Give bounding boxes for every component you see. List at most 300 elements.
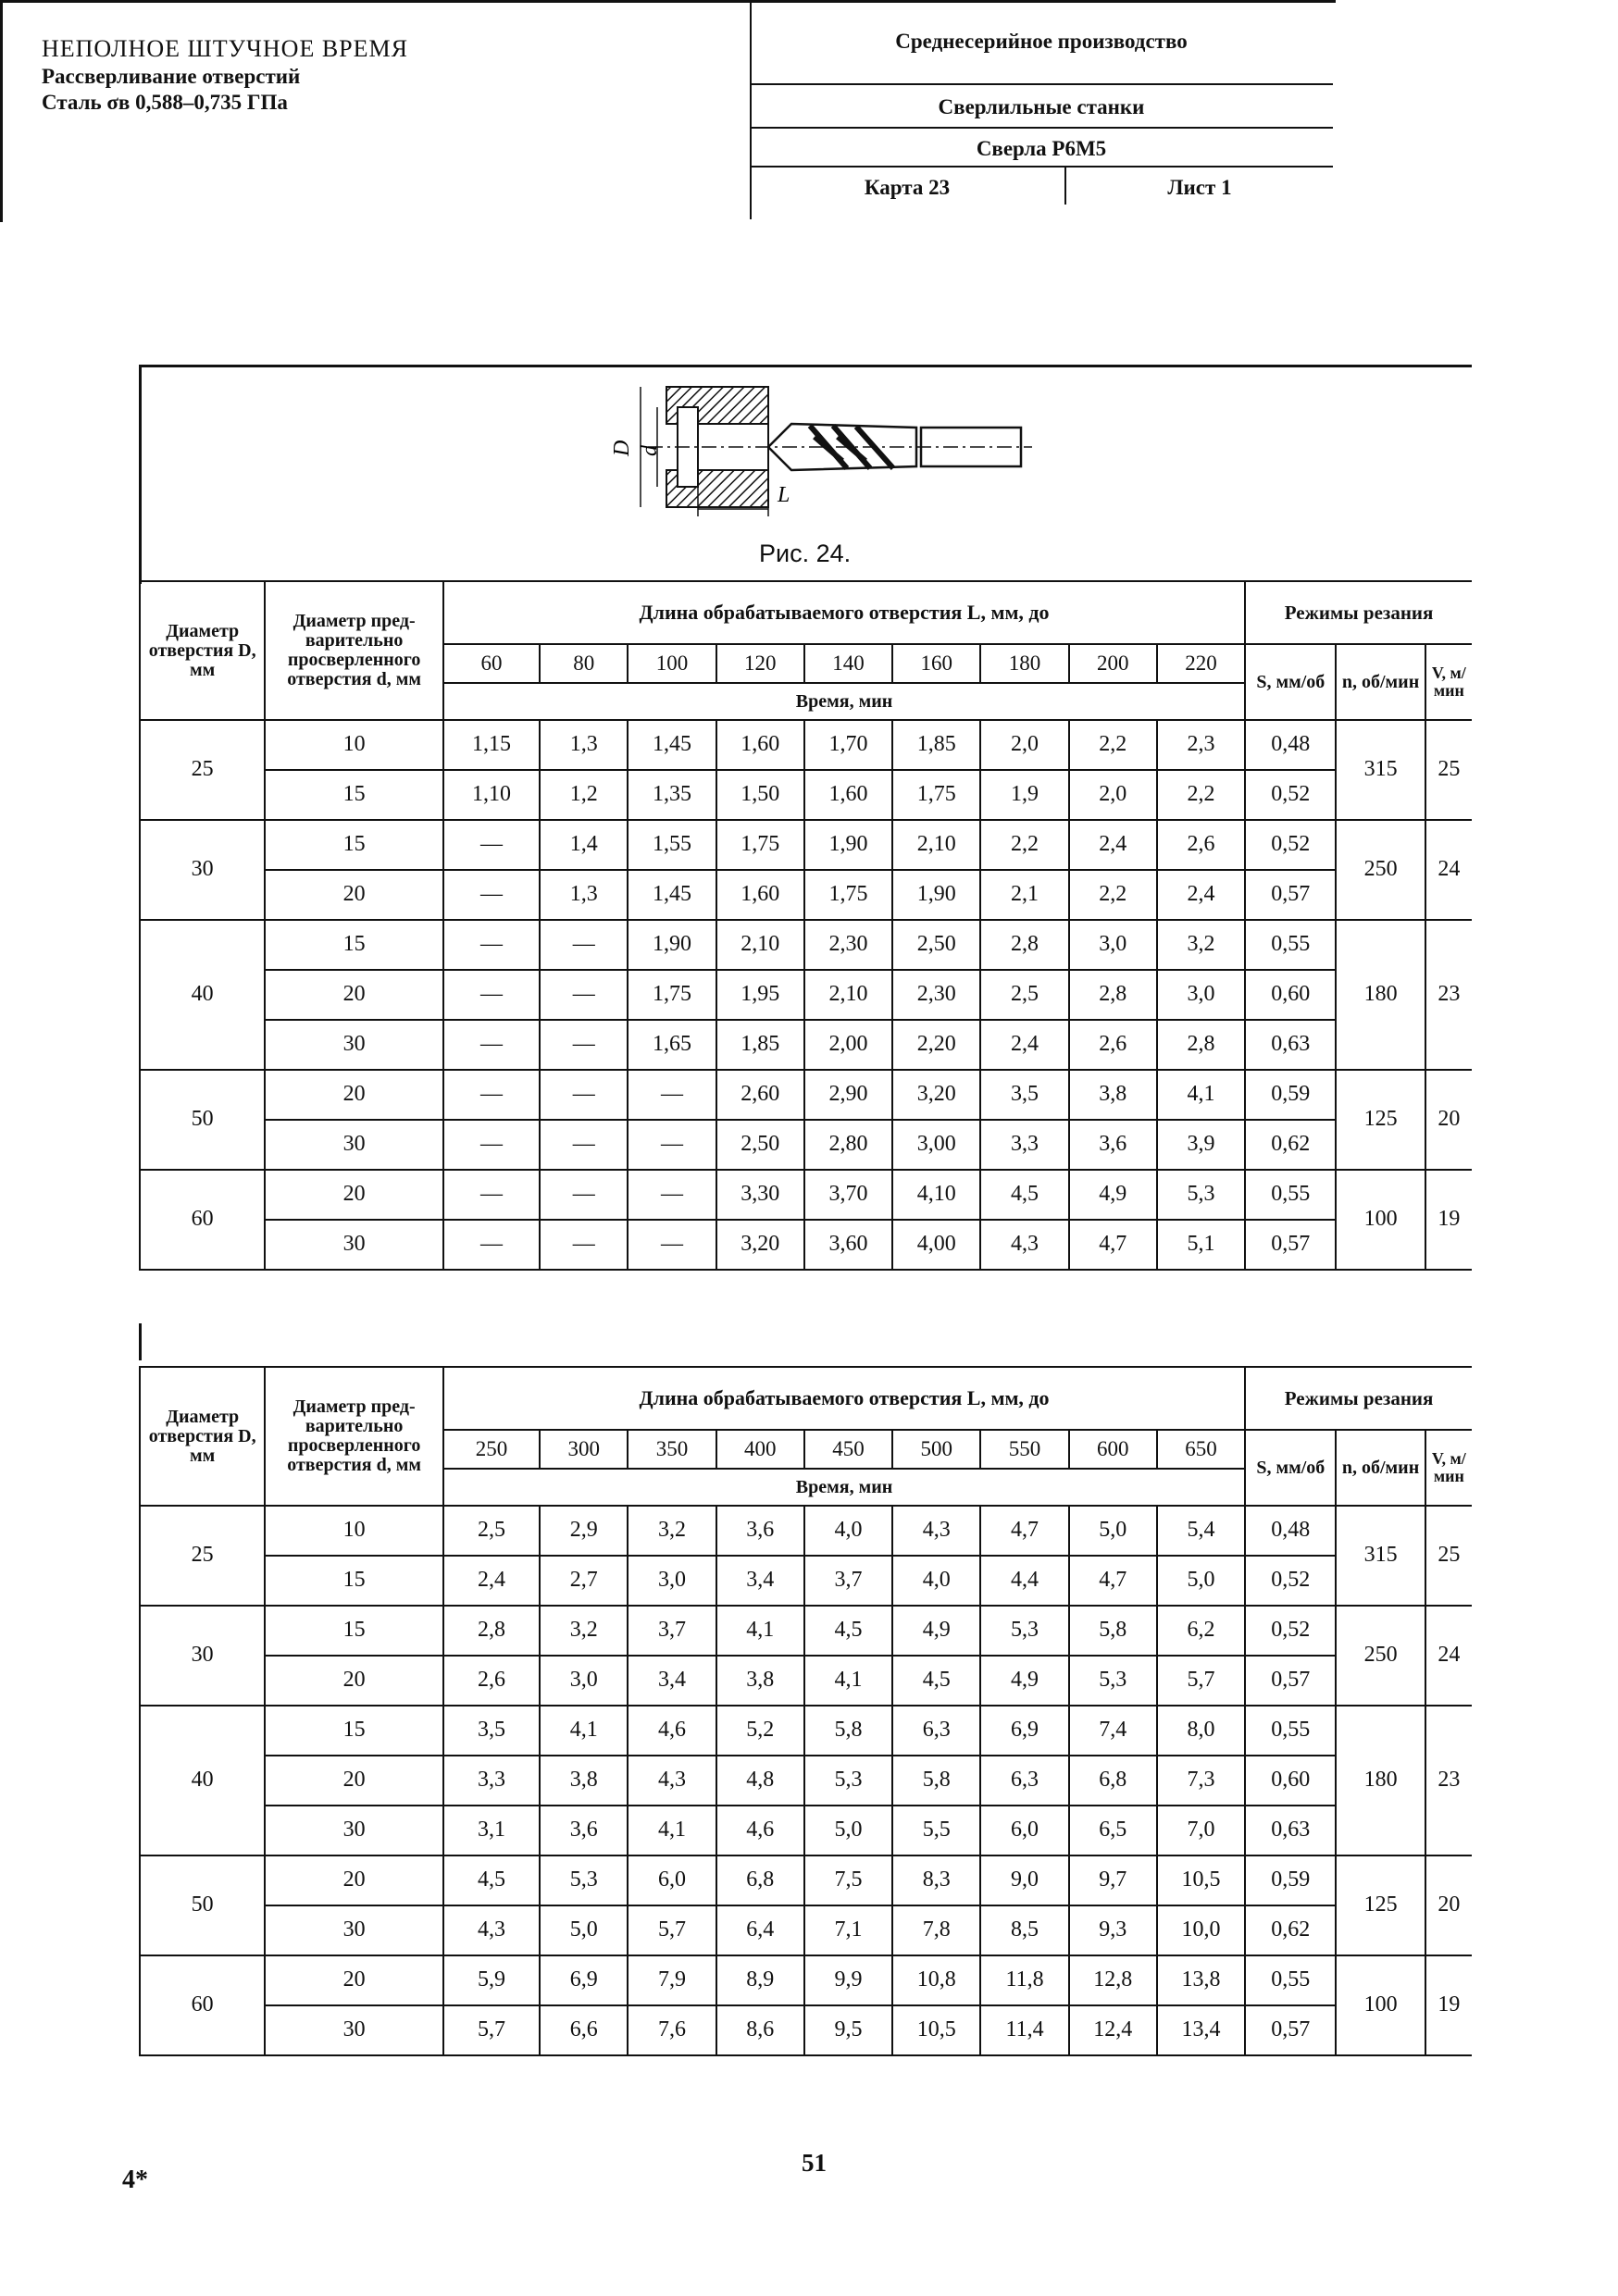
cell-d: 30	[265, 1020, 443, 1070]
cell-d: 15	[265, 770, 443, 820]
page-number: 51	[802, 2149, 827, 2177]
cell-time: 1,75	[716, 820, 804, 870]
time-table-2	[139, 1366, 1472, 2056]
cell-time: 6,0	[980, 1806, 1068, 1855]
cell-time: 2,6	[1069, 1020, 1157, 1070]
cell-time: 3,6	[1069, 1120, 1157, 1170]
cell-time: 3,0	[1157, 970, 1245, 1020]
cell-v: 20	[1425, 1070, 1472, 1170]
table-row	[140, 770, 1472, 820]
cell-time: 1,70	[804, 720, 892, 770]
cell-n: 180	[1336, 920, 1425, 1070]
cell-time: —	[443, 1070, 540, 1120]
drill-diagram	[592, 370, 1037, 527]
table-row	[140, 820, 1472, 870]
cell-n: 125	[1336, 1070, 1425, 1170]
cell-s: 0,52	[1245, 1556, 1336, 1606]
cell-time: 2,00	[804, 1020, 892, 1070]
cell-time: 2,30	[804, 920, 892, 970]
cell-time: —	[540, 1020, 628, 1070]
cell-time: —	[443, 920, 540, 970]
doc-subtitle: Рассверливание отверстий	[42, 65, 301, 88]
length-cell: 600	[1069, 1430, 1157, 1469]
cell-time: 4,0	[804, 1506, 892, 1556]
cell-n: 250	[1336, 1606, 1425, 1706]
cell-time: 3,30	[716, 1170, 804, 1220]
cell-time: 4,5	[443, 1855, 540, 1905]
cell-time: 3,8	[716, 1656, 804, 1706]
cell-time: 2,6	[443, 1656, 540, 1706]
cell-d: 30	[265, 1120, 443, 1170]
col-header-v: V, м/мин	[1425, 1430, 1472, 1506]
length-cell: 220	[1157, 644, 1245, 683]
cell-time: 1,85	[892, 720, 980, 770]
cell-d: 20	[265, 870, 443, 920]
table-row	[140, 1506, 1472, 1556]
cell-time: —	[540, 1070, 628, 1120]
cell-D: 25	[140, 720, 265, 820]
cell-time: 4,9	[1069, 1170, 1157, 1220]
cell-d: 15	[265, 1606, 443, 1656]
cell-time: 9,5	[804, 2005, 892, 2055]
cell-time: 1,75	[892, 770, 980, 820]
cell-time: 1,60	[716, 870, 804, 920]
figure-caption: Рис. 24.	[759, 540, 852, 567]
table1-body	[140, 581, 1472, 1270]
cell-n: 250	[1336, 820, 1425, 920]
cell-time: 1,55	[628, 820, 716, 870]
col-header-modes: Режимы резания	[1245, 1367, 1472, 1430]
cell-time: —	[628, 1070, 716, 1120]
cell-time: —	[540, 970, 628, 1020]
cell-d: 20	[265, 1070, 443, 1120]
cell-d: 15	[265, 1556, 443, 1606]
cell-time: 1,90	[892, 870, 980, 920]
cell-time: 2,5	[980, 970, 1068, 1020]
cell-s: 0,57	[1245, 1220, 1336, 1270]
cell-time: 5,3	[540, 1855, 628, 1905]
table-row	[140, 1220, 1472, 1270]
dim-L-label: L	[778, 483, 790, 507]
cell-time: 3,4	[628, 1656, 716, 1706]
cell-time: 1,65	[628, 1020, 716, 1070]
length-cell: 350	[628, 1430, 716, 1469]
cell-v: 25	[1425, 720, 1472, 820]
cell-time: 9,3	[1069, 1905, 1157, 1955]
cell-d: 15	[265, 820, 443, 870]
col-header-modes: Режимы резания	[1245, 581, 1472, 644]
cell-time: 6,6	[540, 2005, 628, 2055]
tool-type: Сверла Р6М5	[750, 129, 1333, 168]
cell-s: 0,59	[1245, 1070, 1336, 1120]
cell-time: 2,20	[892, 1020, 980, 1070]
cell-time: 3,00	[892, 1120, 980, 1170]
cell-s: 0,52	[1245, 770, 1336, 820]
cell-time: 5,0	[540, 1905, 628, 1955]
table-row	[140, 1020, 1472, 1070]
cell-time: 6,5	[1069, 1806, 1157, 1855]
cell-d: 15	[265, 1706, 443, 1756]
cell-time: 5,7	[443, 2005, 540, 2055]
col-header-d: Диаметр пред-варительно просверленного отверстия d, мм	[265, 1367, 443, 1506]
cell-time: 3,5	[980, 1070, 1068, 1120]
header-divider	[139, 365, 1472, 367]
cell-s: 0,63	[1245, 1806, 1336, 1855]
cell-time: 2,50	[892, 920, 980, 970]
table-row	[140, 1120, 1472, 1170]
length-cell: 200	[1069, 644, 1157, 683]
cell-D: 25	[140, 1506, 265, 1606]
cell-time: 12,4	[1069, 2005, 1157, 2055]
cell-time: 10,0	[1157, 1905, 1245, 1955]
length-cell: 250	[443, 1430, 540, 1469]
cell-time: 9,7	[1069, 1855, 1157, 1905]
cell-time: —	[443, 1170, 540, 1220]
cell-s: 0,62	[1245, 1905, 1336, 1955]
cell-time: 3,60	[804, 1220, 892, 1270]
cell-s: 0,60	[1245, 1756, 1336, 1806]
cell-time: 4,6	[716, 1806, 804, 1855]
cell-time: 1,75	[628, 970, 716, 1020]
length-cell: 140	[804, 644, 892, 683]
sheet-number: Лист 1	[1167, 176, 1232, 199]
cell-time: 2,8	[1069, 970, 1157, 1020]
cell-time: 2,2	[1069, 870, 1157, 920]
cell-time: 1,50	[716, 770, 804, 820]
cell-s: 0,63	[1245, 1020, 1336, 1070]
cell-s: 0,57	[1245, 870, 1336, 920]
cell-time: 10,8	[892, 1955, 980, 2005]
cell-time: 10,5	[1157, 1855, 1245, 1905]
cell-time: 11,4	[980, 2005, 1068, 2055]
cell-D: 40	[140, 1706, 265, 1855]
length-cell: 500	[892, 1430, 980, 1469]
cell-time: 8,5	[980, 1905, 1068, 1955]
cell-time: 3,2	[1157, 920, 1245, 970]
cell-time: 4,6	[628, 1706, 716, 1756]
cell-time: 4,3	[892, 1506, 980, 1556]
cell-time: 3,2	[628, 1506, 716, 1556]
cell-time: —	[443, 820, 540, 870]
col-header-s: S, мм/об	[1245, 1430, 1336, 1506]
cell-time: 4,00	[892, 1220, 980, 1270]
cell-time: 2,30	[892, 970, 980, 1020]
cell-time: 2,8	[980, 920, 1068, 970]
cell-time: —	[628, 1120, 716, 1170]
cell-v: 23	[1425, 920, 1472, 1070]
cell-s: 0,60	[1245, 970, 1336, 1020]
cell-time: 5,2	[716, 1706, 804, 1756]
col-header-time: Время, мин	[443, 1469, 1245, 1506]
cell-time: 13,8	[1157, 1955, 1245, 2005]
cell-time: —	[443, 1120, 540, 1170]
card-number: Карта 23	[750, 168, 1066, 205]
cell-s: 0,55	[1245, 1955, 1336, 2005]
material-spec: Сталь σв 0,588–0,735 ГПа	[42, 91, 288, 114]
dim-d-label: d	[638, 445, 662, 456]
cell-time: 7,8	[892, 1905, 980, 1955]
cell-time: 2,8	[443, 1606, 540, 1656]
cell-time: 5,0	[1069, 1506, 1157, 1556]
table-row	[140, 970, 1472, 1020]
cell-time: 4,5	[980, 1170, 1068, 1220]
cell-d: 30	[265, 2005, 443, 2055]
cell-time: 7,6	[628, 2005, 716, 2055]
cell-time: 3,20	[892, 1070, 980, 1120]
cell-time: 2,0	[980, 720, 1068, 770]
cell-time: 3,0	[628, 1556, 716, 1606]
cell-time: —	[628, 1170, 716, 1220]
cell-time: 3,3	[980, 1120, 1068, 1170]
cell-time: 7,0	[1157, 1806, 1245, 1855]
cell-time: 6,4	[716, 1905, 804, 1955]
length-cell: 550	[980, 1430, 1068, 1469]
cell-time: 7,3	[1157, 1756, 1245, 1806]
table-row	[140, 1170, 1472, 1220]
doc-title: НЕПОЛНОЕ ШТУЧНОЕ ВРЕМЯ	[42, 35, 408, 62]
cell-v: 19	[1425, 1955, 1472, 2055]
cell-time: 1,15	[443, 720, 540, 770]
col-header-D: Диаметр отверстия D, мм	[140, 1367, 265, 1506]
cell-time: 5,0	[804, 1806, 892, 1855]
cell-time: —	[540, 920, 628, 970]
length-cell: 300	[540, 1430, 628, 1469]
cell-s: 0,59	[1245, 1855, 1336, 1905]
table-row	[140, 870, 1472, 920]
col-header-s: S, мм/об	[1245, 644, 1336, 720]
cell-d: 20	[265, 970, 443, 1020]
cell-time: —	[443, 1220, 540, 1270]
col-header-n: n, об/мин	[1336, 1430, 1425, 1506]
cell-time: 2,90	[804, 1070, 892, 1120]
cell-time: 4,0	[892, 1556, 980, 1606]
cell-time: 2,5	[443, 1506, 540, 1556]
cell-time: 5,8	[1069, 1606, 1157, 1656]
cell-v: 25	[1425, 1506, 1472, 1606]
cell-time: —	[628, 1220, 716, 1270]
cell-time: 3,4	[716, 1556, 804, 1606]
cell-time: 7,5	[804, 1855, 892, 1905]
cell-s: 0,52	[1245, 1606, 1336, 1656]
cell-s: 0,55	[1245, 920, 1336, 970]
cell-time: 3,5	[443, 1706, 540, 1756]
cell-time: 2,8	[1157, 1020, 1245, 1070]
cell-n: 100	[1336, 1170, 1425, 1270]
cell-time: 3,70	[804, 1170, 892, 1220]
cell-time: 2,1	[980, 870, 1068, 920]
cell-s: 0,57	[1245, 2005, 1336, 2055]
cell-time: 5,3	[804, 1756, 892, 1806]
table-row	[140, 1706, 1472, 1756]
cell-time: 4,9	[892, 1606, 980, 1656]
cell-time: 4,3	[980, 1220, 1068, 1270]
figure-frame	[139, 365, 142, 584]
table-row	[140, 2005, 1472, 2055]
col-header-time: Время, мин	[443, 683, 1245, 720]
cell-time: —	[540, 1120, 628, 1170]
table-row	[140, 1855, 1472, 1905]
cell-v: 24	[1425, 820, 1472, 920]
header-row	[140, 1367, 1472, 1430]
cell-time: 4,8	[716, 1756, 804, 1806]
cell-n: 315	[1336, 1506, 1425, 1606]
cell-time: 4,3	[443, 1905, 540, 1955]
col-header-length: Длина обрабатываемого отверстия L, мм, до	[443, 581, 1245, 644]
length-cell: 120	[716, 644, 804, 683]
cell-time: 1,35	[628, 770, 716, 820]
cell-time: 3,0	[1069, 920, 1157, 970]
cell-time: 1,60	[716, 720, 804, 770]
cell-time: 8,0	[1157, 1706, 1245, 1756]
table-row	[140, 1905, 1472, 1955]
cell-time: 4,1	[540, 1706, 628, 1756]
cell-time: 3,7	[804, 1556, 892, 1606]
cell-time: 8,6	[716, 2005, 804, 2055]
length-cell: 650	[1157, 1430, 1245, 1469]
table-row	[140, 720, 1472, 770]
cell-D: 30	[140, 1606, 265, 1706]
table-row	[140, 1806, 1472, 1855]
cell-D: 50	[140, 1070, 265, 1170]
cell-time: 5,3	[980, 1606, 1068, 1656]
cell-time: 2,80	[804, 1120, 892, 1170]
length-cell: 180	[980, 644, 1068, 683]
cell-time: 5,7	[628, 1905, 716, 1955]
cell-time: 12,8	[1069, 1955, 1157, 2005]
machine-type: Сверлильные станки	[750, 85, 1333, 129]
cell-time: 6,8	[1069, 1756, 1157, 1806]
cell-time: 2,6	[1157, 820, 1245, 870]
cell-time: 7,1	[804, 1905, 892, 1955]
cell-time: 8,9	[716, 1955, 804, 2005]
cell-time: —	[540, 1170, 628, 1220]
cell-time: 1,60	[804, 770, 892, 820]
cell-time: 3,8	[540, 1756, 628, 1806]
cell-time: 3,2	[540, 1606, 628, 1656]
cell-s: 0,55	[1245, 1706, 1336, 1756]
cell-time: 9,9	[804, 1955, 892, 2005]
cell-time: 3,1	[443, 1806, 540, 1855]
cell-time: 2,4	[1069, 820, 1157, 870]
cell-time: 5,3	[1069, 1656, 1157, 1706]
cell-time: —	[443, 1020, 540, 1070]
cell-n: 315	[1336, 720, 1425, 820]
cell-time: 10,5	[892, 2005, 980, 2055]
cell-time: 3,0	[540, 1656, 628, 1706]
cell-time: 11,8	[980, 1955, 1068, 2005]
cell-time: 1,9	[980, 770, 1068, 820]
table-row	[140, 1656, 1472, 1706]
cell-time: 4,3	[628, 1756, 716, 1806]
cell-time: 3,20	[716, 1220, 804, 1270]
table-row	[140, 920, 1472, 970]
cell-time: 2,10	[804, 970, 892, 1020]
cell-time: 5,8	[804, 1706, 892, 1756]
cell-time: 4,5	[892, 1656, 980, 1706]
cell-time: 6,2	[1157, 1606, 1245, 1656]
cell-time: 4,5	[804, 1606, 892, 1656]
cell-time: 7,4	[1069, 1706, 1157, 1756]
signature-mark: 4*	[122, 2166, 148, 2194]
cell-d: 10	[265, 720, 443, 770]
cell-time: 2,2	[1157, 770, 1245, 820]
table-separator	[139, 1323, 1475, 1360]
cell-time: 4,4	[980, 1556, 1068, 1606]
cell-time: 6,9	[540, 1955, 628, 2005]
dim-D-label: D	[610, 440, 634, 456]
cell-time: 13,4	[1157, 2005, 1245, 2055]
cell-time: 9,0	[980, 1855, 1068, 1905]
cell-time: 2,3	[1157, 720, 1245, 770]
cell-time: 4,10	[892, 1170, 980, 1220]
cell-time: 4,1	[804, 1656, 892, 1706]
cell-time: 4,7	[980, 1506, 1068, 1556]
cell-time: 5,8	[892, 1756, 980, 1806]
cell-time: 2,10	[716, 920, 804, 970]
cell-time: 4,1	[716, 1606, 804, 1656]
cell-time: 5,4	[1157, 1506, 1245, 1556]
cell-time: 3,8	[1069, 1070, 1157, 1120]
cell-v: 24	[1425, 1606, 1472, 1706]
cell-d: 15	[265, 920, 443, 970]
cell-time: 4,1	[1157, 1070, 1245, 1120]
cell-s: 0,55	[1245, 1170, 1336, 1220]
cell-time: 6,3	[980, 1756, 1068, 1806]
cell-d: 20	[265, 1955, 443, 2005]
cell-time: 2,60	[716, 1070, 804, 1120]
cell-D: 50	[140, 1855, 265, 1955]
cell-d: 30	[265, 1220, 443, 1270]
cell-time: 4,7	[1069, 1220, 1157, 1270]
cell-D: 40	[140, 920, 265, 1070]
cell-time: 1,10	[443, 770, 540, 820]
length-cell: 60	[443, 644, 540, 683]
cell-time: 2,2	[980, 820, 1068, 870]
col-header-length: Длина обрабатываемого отверстия L, мм, до	[443, 1367, 1245, 1430]
col-header-n: n, об/мин	[1336, 644, 1425, 720]
cell-time: —	[443, 870, 540, 920]
cell-D: 30	[140, 820, 265, 920]
header-row	[140, 581, 1472, 644]
cell-time: 5,3	[1157, 1170, 1245, 1220]
cell-time: 4,9	[980, 1656, 1068, 1706]
cell-time: 3,6	[540, 1806, 628, 1855]
length-cell: 160	[892, 644, 980, 683]
cell-time: 5,7	[1157, 1656, 1245, 1706]
cell-time: 4,7	[1069, 1556, 1157, 1606]
cell-time: 5,1	[1157, 1220, 1245, 1270]
cell-v: 20	[1425, 1855, 1472, 1955]
cell-time: 1,2	[540, 770, 628, 820]
cell-d: 20	[265, 1756, 443, 1806]
cell-time: 1,3	[540, 870, 628, 920]
time-table-1	[139, 580, 1472, 1271]
cell-time: 6,8	[716, 1855, 804, 1905]
cell-time: 1,3	[540, 720, 628, 770]
cell-time: 5,9	[443, 1955, 540, 2005]
cell-time: 2,50	[716, 1120, 804, 1170]
cell-n: 100	[1336, 1955, 1425, 2055]
cell-time: 2,2	[1069, 720, 1157, 770]
cell-time: 1,45	[628, 720, 716, 770]
table2-body	[140, 1367, 1472, 2055]
cell-time: 2,4	[980, 1020, 1068, 1070]
header-left	[0, 0, 752, 219]
cell-time: 1,45	[628, 870, 716, 920]
cell-time: 1,95	[716, 970, 804, 1020]
cell-time: 6,9	[980, 1706, 1068, 1756]
length-cell: 80	[540, 644, 628, 683]
